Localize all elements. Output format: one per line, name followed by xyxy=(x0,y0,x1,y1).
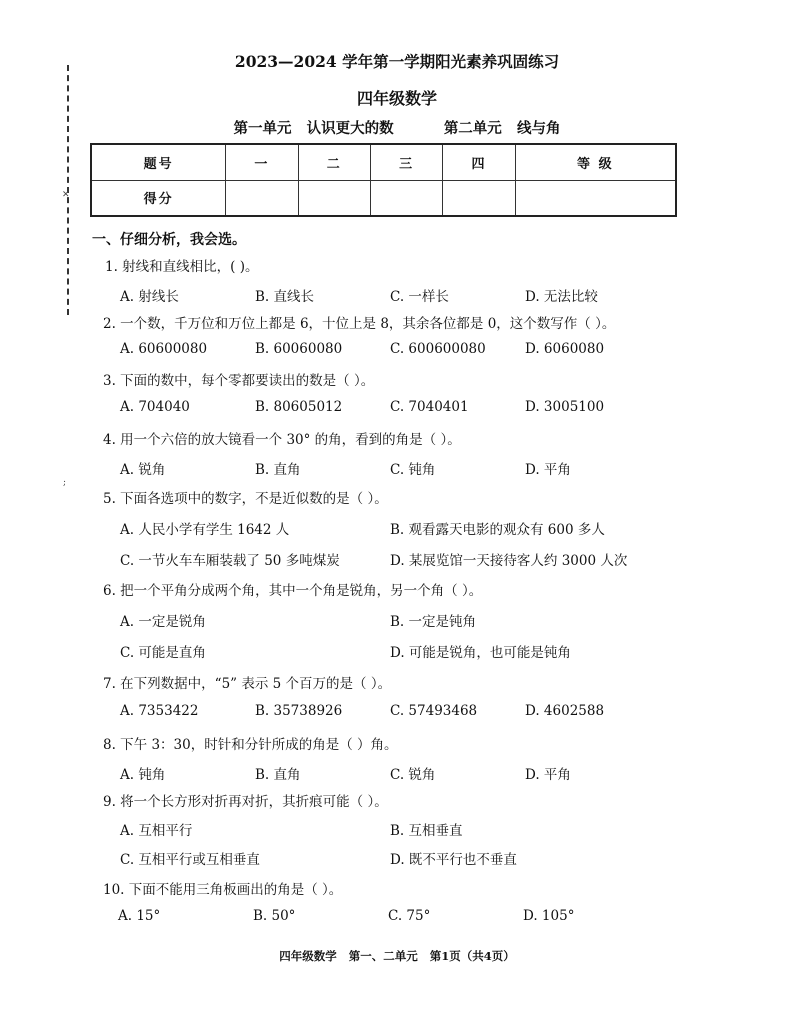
option: B. 直角 xyxy=(255,767,301,783)
option: A. 15° xyxy=(118,908,161,924)
score-table xyxy=(90,143,677,217)
score-table-cell: 等 级 xyxy=(515,144,676,180)
score-table-cell: 三 xyxy=(370,144,442,180)
question-9: 9. 将一个长方形对折再对折，其折痕可能（ ）。 xyxy=(103,794,388,810)
question-10: 10. 下面不能用三角板画出的角是（ ）。 xyxy=(103,882,343,898)
score-input-cell[interactable] xyxy=(298,180,370,216)
option: B. 直线长 xyxy=(255,289,315,305)
option: B. 一定是钝角 xyxy=(390,614,477,630)
score-table-score-row xyxy=(91,180,676,216)
option: A. 钝角 xyxy=(120,767,166,783)
binding-mark: ✕ xyxy=(62,190,70,200)
option: B. 直角 xyxy=(255,462,301,478)
option: D. 可能是锐角，也可能是钝角 xyxy=(390,645,571,661)
option: C. 一样长 xyxy=(390,289,449,305)
exam-subject: 四年级数学 xyxy=(356,89,437,108)
option: D. 105° xyxy=(523,908,575,924)
score-input-cell[interactable] xyxy=(226,180,298,216)
option: D. 平角 xyxy=(525,462,571,478)
unit-2: 第二单元 线与角 xyxy=(443,120,561,137)
question-7: 7. 在下列数据中，“5” 表示 5 个百万的是（ ）。 xyxy=(103,676,392,692)
score-input-cell[interactable] xyxy=(443,180,515,216)
option: A. 锐角 xyxy=(120,462,166,478)
option: D. 某展览馆一天接待客人约 3000 人次 xyxy=(390,553,628,569)
option: D. 无法比较 xyxy=(525,289,598,305)
option: C. 57493468 xyxy=(390,703,478,719)
option: A. 7353422 xyxy=(120,703,199,719)
score-table-cell: 四 xyxy=(443,144,515,180)
option: B. 互相垂直 xyxy=(390,823,463,839)
option: D. 6060080 xyxy=(525,341,605,357)
option: C. 75° xyxy=(388,908,431,924)
option: B. 35738926 xyxy=(255,703,343,719)
score-table-cell: 题号 xyxy=(91,144,226,180)
option: C. 7040401 xyxy=(390,399,469,415)
option: B. 50° xyxy=(253,908,296,924)
option: A. 射线长 xyxy=(120,289,179,305)
unit-line xyxy=(0,117,794,138)
option: D. 平角 xyxy=(525,767,571,783)
binding-mark: ; xyxy=(63,478,67,488)
question-8: 8. 下午 3：30，时针和分针所成的角是（ ）角。 xyxy=(103,737,398,753)
option: C. 一节火车车厢装载了 50 多吨煤炭 xyxy=(120,553,340,569)
option: D. 3005100 xyxy=(525,399,605,415)
score-table-cell: 一 xyxy=(226,144,298,180)
option: B. 观看露天电影的观众有 600 多人 xyxy=(390,522,605,538)
score-label-cell: 得分 xyxy=(91,180,226,216)
option: B. 80605012 xyxy=(255,399,343,415)
option: A. 704040 xyxy=(120,399,190,415)
option: A. 60600080 xyxy=(120,341,208,357)
question-6: 6. 把一个平角分成两个角，其中一个角是锐角，另一个角（ ）。 xyxy=(103,583,483,599)
option: A. 一定是锐角 xyxy=(120,614,206,630)
section-heading: 一、仔细分析，我会选。 xyxy=(92,232,246,248)
option: D. 既不平行也不垂直 xyxy=(390,852,517,868)
option: D. 4602588 xyxy=(525,703,605,719)
grade-input-cell[interactable] xyxy=(515,180,676,216)
question-5: 5. 下面各选项中的数字，不是近似数的是（ ）。 xyxy=(103,491,388,507)
question-1: 1. 射线和直线相比，( )。 xyxy=(105,259,259,275)
question-3: 3. 下面的数中，每个零都要读出的数是（ ）。 xyxy=(103,373,375,389)
score-input-cell[interactable] xyxy=(370,180,442,216)
score-table-header-row xyxy=(91,144,676,180)
score-table-cell: 二 xyxy=(298,144,370,180)
question-2: 2. 一个数，千万位和万位上都是 6，十位上是 8，其余各位都是 0，这个数写作（ ）。 xyxy=(103,316,616,332)
option: C. 锐角 xyxy=(390,767,436,783)
option: C. 互相平行或互相垂直 xyxy=(120,852,260,868)
option: C. 钝角 xyxy=(390,462,436,478)
option: A. 互相平行 xyxy=(120,823,193,839)
unit-1: 第一单元 认识更大的数 xyxy=(233,120,394,137)
page-footer: 四年级数学 第一、二单元 第1页（共4页） xyxy=(279,949,515,963)
exam-title: 2023—2024 学年第一学期阳光素养巩固练习 xyxy=(234,52,560,71)
option: C. 600600080 xyxy=(390,341,486,357)
option: C. 可能是直角 xyxy=(120,645,206,661)
option: A. 人民小学有学生 1642 人 xyxy=(120,522,290,538)
option: B. 60060080 xyxy=(255,341,343,357)
question-4: 4. 用一个六倍的放大镜看一个 30° 的角，看到的角是（ ）。 xyxy=(103,432,461,448)
